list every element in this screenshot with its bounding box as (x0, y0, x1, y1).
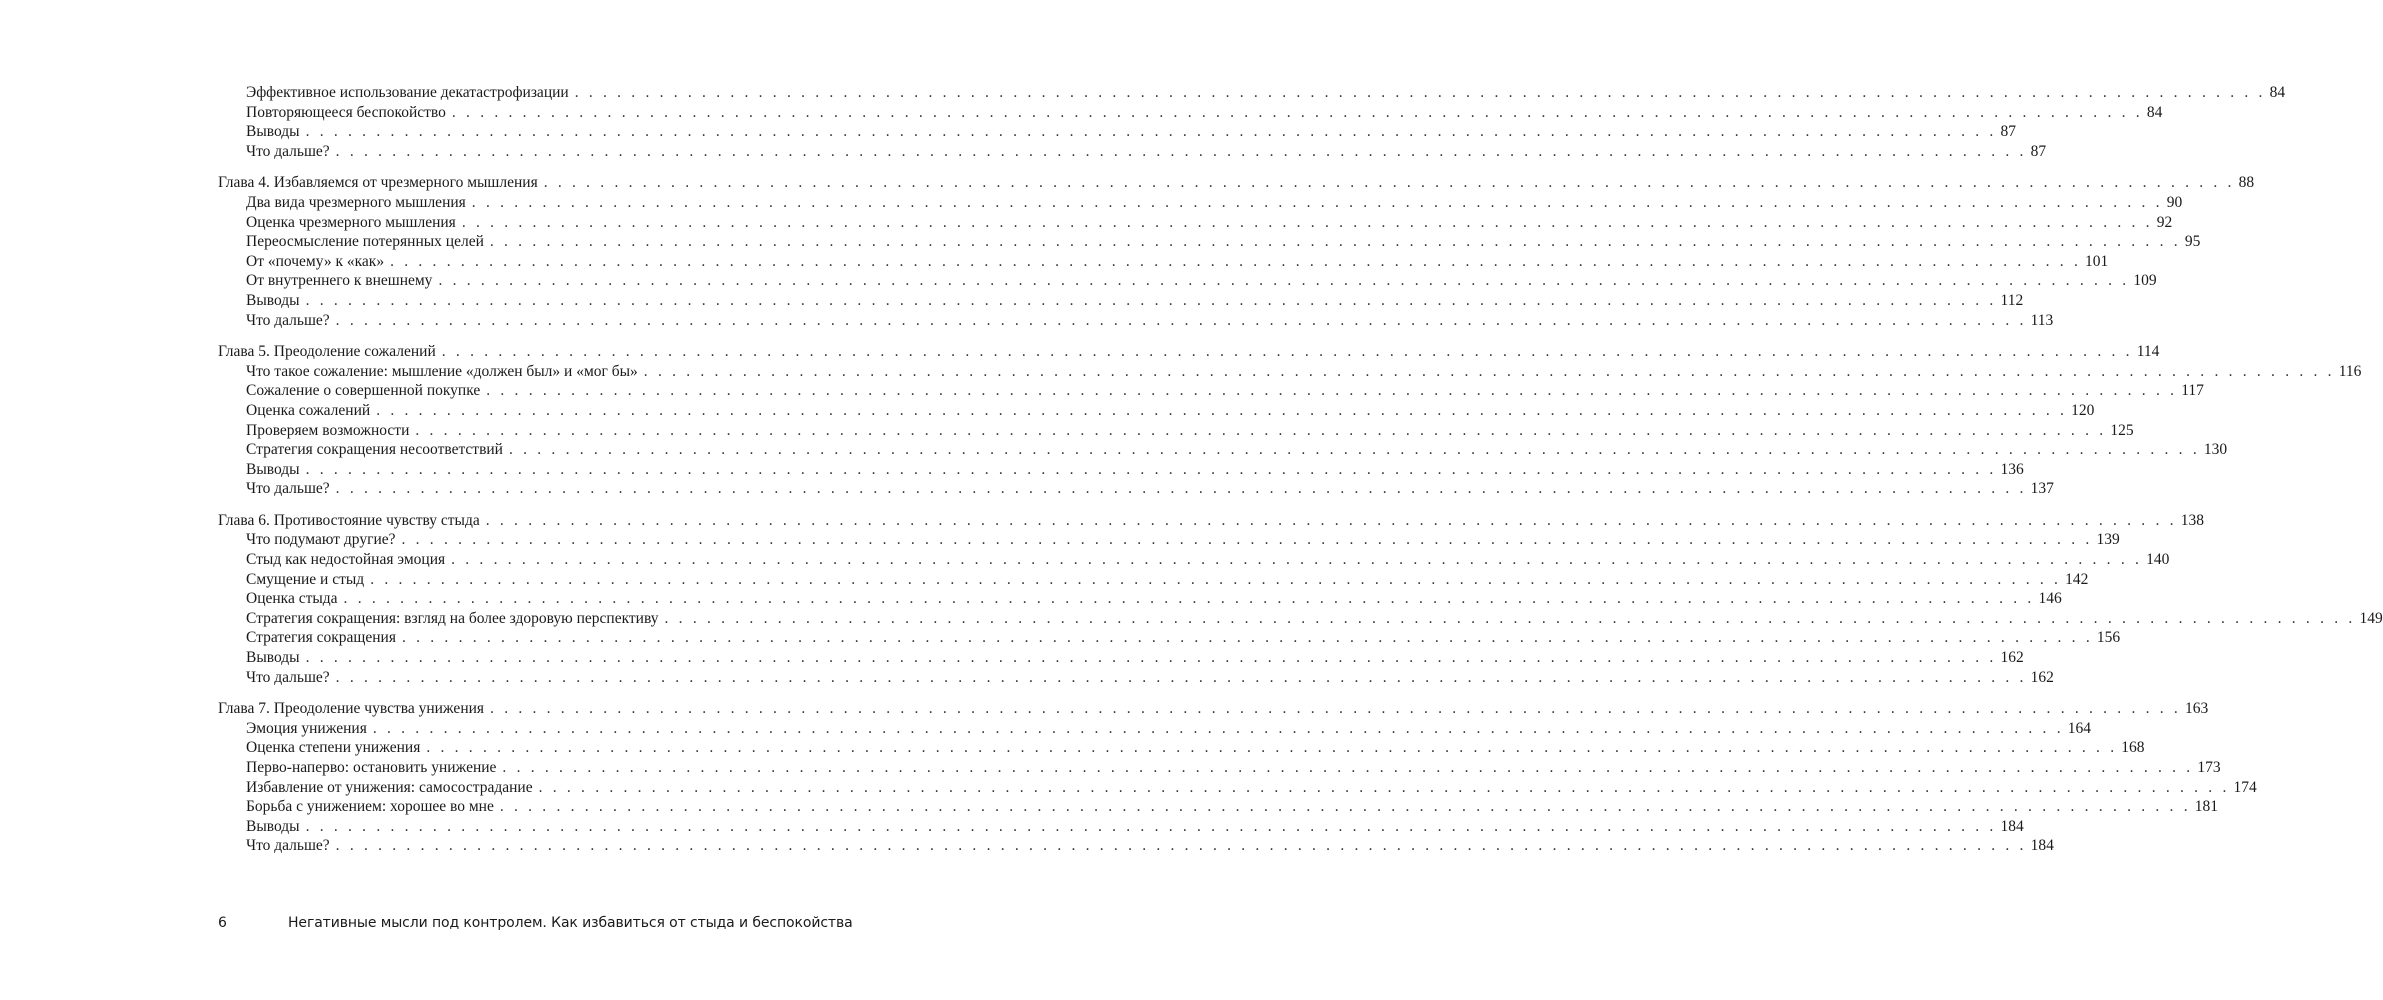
dot-leader: . . . . . . . . . . . . . . . . . . . . . . . . . . . . . . . . . . . . . . . . . . . . . . . . . . . . . . . . . . . . . . . . . . . . . . . . . . . . . . . . . . . . . . . . . . . . . . . . . . . . . . . . . . . . . . . . . . . . . . . . (335, 480, 2027, 498)
toc-entry (218, 570, 2089, 590)
toc-entry-title: Переосмысление потерянных целей (246, 233, 484, 251)
toc-entry-page-number: 90 (2166, 193, 2183, 211)
dot-leader: . . . . . . . . . . . . . . . . . . . . . . . . . . . . . . . . . . . . . . . . . . . . . . . . . . . . . . . . . . . . . . . . . . . . . . . . . . . . . . . . . . . . . . . . . . . . . . . . . . . . . . . . . . . . . . . . . . . . . . . . (486, 382, 2178, 400)
toc-chapter-block (218, 342, 2362, 499)
toc-entry-title: Перво-наперво: остановить унижение (246, 759, 497, 776)
toc-entry-page-number: 125 (2110, 421, 2134, 439)
toc-entry-title: Оценка сожалений (246, 401, 371, 419)
toc-entry-title: Выводы (246, 649, 300, 667)
toc-entry-page-number: 156 (2096, 629, 2121, 647)
toc-chapter-block (218, 699, 2257, 856)
dot-leader: . . . . . . . . . . . . . . . . . . . . . . . . . . . . . . . . . . . . . . . . . . . . . . . . . . . . . . . . . . . . . . . . . . . . . . . . . . . . . . . . . . . . . . . . . . . . . . . . . . . . . . . . . . . . . . . . . . . . . . . . (370, 570, 2062, 588)
toc-entry (218, 213, 2173, 233)
toc-entry (218, 778, 2257, 798)
toc-entry-page-number: 184 (2030, 837, 2054, 855)
toc-entry-page-number: 162 (2030, 668, 2054, 686)
dot-leader: . . . . . . . . . . . . . . . . . . . . . . . . . . . . . . . . . . . . . . . . . . . . . . . . . . . . . . . . . . . . . . . . . . . . . . . . . . . . . . . . . . . . . . . . . . . . . . . . . . . . . . . . . . . . . . . . . . . . . . . . (305, 460, 1997, 478)
toc-entry (218, 628, 2121, 648)
toc-chapter-heading (218, 699, 2209, 719)
toc-entry-page-number: 149 (2359, 609, 2383, 627)
toc-entry-title: Что такое сожаление: мышление «должен был» и «мог бы» (246, 362, 638, 380)
toc-entry-page-number: 173 (2197, 759, 2221, 776)
toc-entry (218, 668, 2054, 688)
toc-entry (218, 719, 2092, 739)
toc-entry-page-number: 84 (2269, 84, 2286, 101)
dot-leader: . . . . . . . . . . . . . . . . . . . . . . . . . . . . . . . . . . . . . . . . . . . . . . . . . . . . . . . . . . . . . . . . . . . . . . . . . . . . . . . . . . . . . . . . . . . . . . . . . . . . . . . . . . . . . . . . . . . . . . . . (461, 213, 2153, 231)
toc-entry (218, 609, 2383, 629)
dot-leader: . . . . . . . . . . . . . . . . . . . . . . . . . . . . . . . . . . . . . . . . . . . . . . . . . . . . . . . . . . . . . . . . . . . . . . . . . . . . . . . . . . . . . . . . . . . . . . . . . . . . . . . . . . . . . . . . . . . . . . . . (664, 609, 2356, 627)
toc-chapter-heading-title: Глава 6. Противостояние чувству стыда (218, 511, 480, 529)
toc-entry-page-number: 174 (2233, 778, 2257, 796)
toc-entry (218, 648, 2024, 668)
toc-entry-page-number: 113 (2030, 311, 2054, 329)
toc-entry (218, 311, 2054, 331)
dot-leader: . . . . . . . . . . . . . . . . . . . . . . . . . . . . . . . . . . . . . . . . . . . . . . . . . . . . . . . . . . . . . . . . . . . . . . . . . . . . . . . . . . . . . . . . . . . . . . . . . . . . . . . . . . . . . . . . . . . . . . . . (335, 142, 2027, 160)
toc-entry (218, 193, 2183, 213)
toc-entry-title: Оценка чрезмерного мышления (246, 213, 456, 231)
toc-entry-page-number: 168 (2121, 739, 2145, 757)
toc-entry-page-number: 184 (2000, 817, 2024, 835)
toc-entry-title: Смущение и стыд (246, 570, 365, 588)
toc-entry-title: Избавление от унижения: самосострадание (246, 778, 533, 796)
dot-leader: . . . . . . . . . . . . . . . . . . . . . . . . . . . . . . . . . . . . . . . . . . . . . . . . . . . . . . . . . . . . . . . . . . . . . . . . . . . . . . . . . . . . . . . . . . . . . . . . . . . . . . . . . . . . . . . . . . . . . . . . (538, 778, 2230, 796)
toc-entry-title: Оценка стыда (246, 590, 338, 608)
toc-entry (218, 738, 2145, 758)
toc-entry (218, 758, 2221, 778)
dot-leader: . . . . . . . . . . . . . . . . . . . . . . . . . . . . . . . . . . . . . . . . . . . . . . . . . . . . . . . . . . . . . . . . . . . . . . . . . . . . . . . . . . . . . . . . . . . . . . . . . . . . . . . . . . . . . . . . . . . . . . . . (335, 311, 2027, 329)
toc-entry-title: От внутреннего к внешнему (246, 272, 433, 290)
toc-entry-title: Борьба с унижением: хорошее во мне (246, 798, 494, 816)
toc-chapter-heading-title: Глава 5. Преодоление сожалений (218, 343, 436, 361)
toc-entry (218, 589, 2062, 609)
toc-entry-page-number: 139 (2096, 531, 2120, 549)
toc-entry (218, 440, 2228, 460)
toc-entry (218, 479, 2054, 499)
toc-entry-title: Выводы (246, 291, 300, 309)
dot-leader: . . . . . . . . . . . . . . . . . . . . . . . . . . . . . . . . . . . . . . . . . . . . . . . . . . . . . . . . . . . . . . . . . . . . . . . . . . . . . . . . . . . . . . . . . . . . . . . . . . . . . . . . . . . . . . . . . . . . . . . . (415, 421, 2107, 439)
running-title: Негативные мысли под контролем. Как избавиться от стыда и беспокойства (288, 915, 853, 931)
table-of-contents (218, 83, 2383, 868)
toc-entry-title: Стыд как недостойная эмоция (246, 551, 446, 569)
dot-leader: . . . . . . . . . . . . . . . . . . . . . . . . . . . . . . . . . . . . . . . . . . . . . . . . . . . . . . . . . . . . . . . . . . . . . . . . . . . . . . . . . . . . . . . . . . . . . . . . . . . . . . . . . . . . . . . . . . . . . . . . (451, 103, 2143, 121)
dot-leader: . . . . . . . . . . . . . . . . . . . . . . . . . . . . . . . . . . . . . . . . . . . . . . . . . . . . . . . . . . . . . . . . . . . . . . . . . . . . . . . . . . . . . . . . . . . . . . . . . . . . . . . . . . . . . . . . . . . . . . . . (376, 401, 2068, 419)
dot-leader: . . . . . . . . . . . . . . . . . . . . . . . . . . . . . . . . . . . . . . . . . . . . . . . . . . . . . . . . . . . . . . . . . . . . . . . . . . . . . . . . . . . . . . . . . . . . . . . . . . . . . . . . . . . . . . . . . . . . . . . . (490, 700, 2181, 718)
dot-leader: . . . . . . . . . . . . . . . . . . . . . . . . . . . . . . . . . . . . . . . . . . . . . . . . . . . . . . . . . . . . . . . . . . . . . . . . . . . . . . . . . . . . . . . . . . . . . . . . . . . . . . . . . . . . . . . . . . . . . . . . (574, 84, 2266, 101)
toc-entry (218, 550, 2170, 570)
toc-entry-page-number: 136 (2000, 460, 2024, 478)
toc-chapter-heading-page-number: 138 (2180, 511, 2204, 529)
dot-leader: . . . . . . . . . . . . . . . . . . . . . . . . . . . . . . . . . . . . . . . . . . . . . . . . . . . . . . . . . . . . . . . . . . . . . . . . . . . . . . . . . . . . . . . . . . . . . . . . . . . . . . . . . . . . . . . . . . . . . . . . (305, 649, 1997, 667)
toc-entry (218, 362, 2362, 382)
dot-leader: . . . . . . . . . . . . . . . . . . . . . . . . . . . . . . . . . . . . . . . . . . . . . . . . . . . . . . . . . . . . . . . . . . . . . . . . . . . . . . . . . . . . . . . . . . . . . . . . . . . . . . . . . . . . . . . . . . . . . . . . (489, 233, 2181, 251)
toc-entry-title: Что дальше? (246, 668, 330, 686)
dot-leader: . . . . . . . . . . . . . . . . . . . . . . . . . . . . . . . . . . . . . . . . . . . . . . . . . . . . . . . . . . . . . . . . . . . . . . . . . . . . . . . . . . . . . . . . . . . . . . . . . . . . . . . . . . . . . . . . . . . . . . . . (305, 123, 1997, 141)
toc-entry-page-number: 120 (2071, 401, 2095, 419)
dot-leader: . . . . . . . . . . . . . . . . . . . . . . . . . . . . . . . . . . . . . . . . . . . . . . . . . . . . . . . . . . . . . . . . . . . . . . . . . . . . . . . . . . . . . . . . . . . . . . . . . . . . . . . . . . . . . . . . . . . . . . . . (401, 531, 2093, 549)
toc-entry (218, 421, 2134, 441)
toc-entry-title: От «почему» к «как» (246, 252, 385, 270)
dot-leader: . . . . . . . . . . . . . . . . . . . . . . . . . . . . . . . . . . . . . . . . . . . . . . . . . . . . . . . . . . . . . . . . . . . . . . . . . . . . . . . . . . . . . . . . . . . . . . . . . . . . . . . . . . . . . . . . . . . . . . . . (335, 668, 2027, 686)
toc-chapter-heading-page-number: 114 (2136, 343, 2160, 361)
toc-entry-page-number: 87 (2000, 123, 2017, 141)
dot-leader: . . . . . . . . . . . . . . . . . . . . . . . . . . . . . . . . . . . . . . . . . . . . . . . . . . . . . . . . . . . . . . . . . . . . . . . . . . . . . . . . . . . . . . . . . . . . . . . . . . . . . . . . . . . . . . . . . . . . . . . . (508, 441, 2200, 459)
toc-entry (218, 271, 2157, 291)
toc-entry-page-number: 130 (2203, 441, 2228, 459)
toc-chapter-block (218, 83, 2286, 161)
toc-entry (218, 836, 2054, 856)
toc-entry-title: Что дальше? (246, 142, 330, 160)
toc-entry-page-number: 116 (2338, 362, 2362, 380)
dot-leader: . . . . . . . . . . . . . . . . . . . . . . . . . . . . . . . . . . . . . . . . . . . . . . . . . . . . . . . . . . . . . . . . . . . . . . . . . . . . . . . . . . . . . . . . . . . . . . . . . . . . . . . . . . . . . . . . . . . . . . . . (438, 272, 2130, 290)
toc-entry-page-number: 95 (2184, 233, 2201, 251)
toc-entry (218, 797, 2219, 817)
toc-entry-page-number: 146 (2038, 590, 2062, 608)
toc-entry-page-number: 142 (2065, 570, 2089, 588)
toc-entry-title: Что дальше? (246, 480, 330, 498)
toc-chapter-block (218, 173, 2255, 330)
toc-entry-page-number: 109 (2133, 272, 2157, 290)
toc-entry-title: Выводы (246, 460, 300, 478)
toc-entry-page-number: 87 (2030, 142, 2047, 160)
dot-leader: . . . . . . . . . . . . . . . . . . . . . . . . . . . . . . . . . . . . . . . . . . . . . . . . . . . . . . . . . . . . . . . . . . . . . . . . . . . . . . . . . . . . . . . . . . . . . . . . . . . . . . . . . . . . . . . . . . . . . . . . (305, 291, 1997, 309)
toc-entry-title: Что дальше? (246, 837, 330, 855)
toc-entry (218, 142, 2047, 162)
dot-leader: . . . . . . . . . . . . . . . . . . . . . . . . . . . . . . . . . . . . . . . . . . . . . . . . . . . . . . . . . . . . . . . . . . . . . . . . . . . . . . . . . . . . . . . . . . . . . . . . . . . . . . . . . . . . . . . . . . . . . . . . (502, 759, 2194, 776)
toc-entry-title: Стратегия сокращения (246, 629, 396, 647)
toc-chapter-heading-page-number: 163 (2184, 700, 2209, 718)
toc-entry-page-number: 164 (2067, 719, 2092, 737)
dot-leader: . . . . . . . . . . . . . . . . . . . . . . . . . . . . . . . . . . . . . . . . . . . . . . . . . . . . . . . . . . . . . . . . . . . . . . . . . . . . . . . . . . . . . . . . . . . . . . . . . . . . . . . . . . . . . . . . . . . . . . . . (543, 174, 2235, 192)
toc-entry-page-number: 84 (2146, 103, 2163, 121)
toc-chapter-heading-page-number: 88 (2238, 174, 2255, 192)
dot-leader: . . . . . . . . . . . . . . . . . . . . . . . . . . . . . . . . . . . . . . . . . . . . . . . . . . . . . . . . . . . . . . . . . . . . . . . . . . . . . . . . . . . . . . . . . . . . . . . . . . . . . . . . . . . . . . . . . . . . . . . . (643, 362, 2335, 380)
toc-entry-title: Оценка степени унижения (246, 739, 421, 757)
toc-entry-title: Стратегия сокращения: взгляд на более здоровую перспективу (246, 609, 659, 627)
toc-entry-title: Эмоция унижения (246, 719, 367, 737)
dot-leader: . . . . . . . . . . . . . . . . . . . . . . . . . . . . . . . . . . . . . . . . . . . . . . . . . . . . . . . . . . . . . . . . . . . . . . . . . . . . . . . . . . . . . . . . . . . . . . . . . . . . . . . . . . . . . . . . . . . . . . . . (499, 798, 2191, 816)
toc-entry (218, 401, 2095, 421)
dot-leader: . . . . . . . . . . . . . . . . . . . . . . . . . . . . . . . . . . . . . . . . . . . . . . . . . . . . . . . . . . . . . . . . . . . . . . . . . . . . . . . . . . . . . . . . . . . . . . . . . . . . . . . . . . . . . . . . . . . . . . . . (372, 719, 2064, 737)
toc-entry (218, 83, 2286, 103)
dot-leader: . . . . . . . . . . . . . . . . . . . . . . . . . . . . . . . . . . . . . . . . . . . . . . . . . . . . . . . . . . . . . . . . . . . . . . . . . . . . . . . . . . . . . . . . . . . . . . . . . . . . . . . . . . . . . . . . . . . . . . . . (451, 551, 2143, 569)
dot-leader: . . . . . . . . . . . . . . . . . . . . . . . . . . . . . . . . . . . . . . . . . . . . . . . . . . . . . . . . . . . . . . . . . . . . . . . . . . . . . . . . . . . . . . . . . . . . . . . . . . . . . . . . . . . . . . . . . . . . . . . . (343, 590, 2035, 608)
toc-entry-title: Стратегия сокращения несоответствий (246, 441, 503, 459)
dot-leader: . . . . . . . . . . . . . . . . . . . . . . . . . . . . . . . . . . . . . . . . . . . . . . . . . . . . . . . . . . . . . . . . . . . . . . . . . . . . . . . . . . . . . . . . . . . . . . . . . . . . . . . . . . . . . . . . . . . . . . . . (390, 252, 2082, 270)
toc-entry-page-number: 92 (2156, 213, 2173, 231)
toc-entry-title: Повторяющееся беспокойство (246, 103, 446, 121)
toc-entry (218, 232, 2201, 252)
toc-entry-title: Эффективное использование декатастрофизации (246, 84, 569, 101)
toc-entry-page-number: 112 (2000, 291, 2024, 309)
dot-leader: . . . . . . . . . . . . . . . . . . . . . . . . . . . . . . . . . . . . . . . . . . . . . . . . . . . . . . . . . . . . . . . . . . . . . . . . . . . . . . . . . . . . . . . . . . . . . . . . . . . . . . . . . . . . . . . . . . . . . . . . (485, 511, 2177, 529)
dot-leader: . . . . . . . . . . . . . . . . . . . . . . . . . . . . . . . . . . . . . . . . . . . . . . . . . . . . . . . . . . . . . . . . . . . . . . . . . . . . . . . . . . . . . . . . . . . . . . . . . . . . . . . . . . . . . . . . . . . . . . . . (305, 817, 1997, 835)
page-number: 6 (218, 915, 227, 931)
toc-entry (218, 460, 2024, 480)
toc-chapter-heading-title: Глава 4. Избавляемся от чрезмерного мышления (218, 174, 538, 192)
toc-chapter-block (218, 511, 2383, 687)
toc-entry-title: Выводы (246, 123, 300, 141)
toc-entry-page-number: 140 (2146, 551, 2170, 569)
toc-entry-page-number: 181 (2194, 798, 2219, 816)
dot-leader: . . . . . . . . . . . . . . . . . . . . . . . . . . . . . . . . . . . . . . . . . . . . . . . . . . . . . . . . . . . . . . . . . . . . . . . . . . . . . . . . . . . . . . . . . . . . . . . . . . . . . . . . . . . . . . . . . . . . . . . . (401, 629, 2093, 647)
toc-entry-page-number: 162 (2000, 649, 2024, 667)
toc-entry (218, 291, 2024, 311)
toc-entry-title: Проверяем возможности (246, 421, 410, 439)
toc-entry-page-number: 101 (2085, 252, 2109, 270)
toc-entry-title: Что подумают другие? (246, 531, 396, 549)
dot-leader: . . . . . . . . . . . . . . . . . . . . . . . . . . . . . . . . . . . . . . . . . . . . . . . . . . . . . . . . . . . . . . . . . . . . . . . . . . . . . . . . . . . . . . . . . . . . . . . . . . . . . . . . . . . . . . . . . . . . . . . . (426, 739, 2118, 757)
toc-entry-title: Что дальше? (246, 311, 330, 329)
toc-chapter-heading-title: Глава 7. Преодоление чувства унижения (218, 700, 485, 718)
toc-entry-title: Два вида чрезмерного мышления (246, 193, 466, 211)
toc-entry (218, 530, 2120, 550)
toc-entry-title: Выводы (246, 817, 300, 835)
toc-chapter-heading (218, 342, 2160, 362)
toc-entry (218, 103, 2163, 123)
toc-entry (218, 122, 2017, 142)
toc-chapter-heading (218, 511, 2204, 531)
toc-entry (218, 381, 2204, 401)
toc-entry (218, 252, 2109, 272)
toc-entry-page-number: 137 (2030, 480, 2054, 498)
toc-chapter-heading (218, 173, 2255, 193)
toc-entry (218, 817, 2024, 837)
dot-leader: . . . . . . . . . . . . . . . . . . . . . . . . . . . . . . . . . . . . . . . . . . . . . . . . . . . . . . . . . . . . . . . . . . . . . . . . . . . . . . . . . . . . . . . . . . . . . . . . . . . . . . . . . . . . . . . . . . . . . . . . (335, 837, 2027, 855)
toc-entry-page-number: 117 (2181, 382, 2204, 400)
toc-entry-title: Сожаление о совершенной покупке (246, 382, 481, 400)
dot-leader: . . . . . . . . . . . . . . . . . . . . . . . . . . . . . . . . . . . . . . . . . . . . . . . . . . . . . . . . . . . . . . . . . . . . . . . . . . . . . . . . . . . . . . . . . . . . . . . . . . . . . . . . . . . . . . . . . . . . . . . . (441, 343, 2133, 361)
dot-leader: . . . . . . . . . . . . . . . . . . . . . . . . . . . . . . . . . . . . . . . . . . . . . . . . . . . . . . . . . . . . . . . . . . . . . . . . . . . . . . . . . . . . . . . . . . . . . . . . . . . . . . . . . . . . . . . . . . . . . . . . (471, 193, 2163, 211)
